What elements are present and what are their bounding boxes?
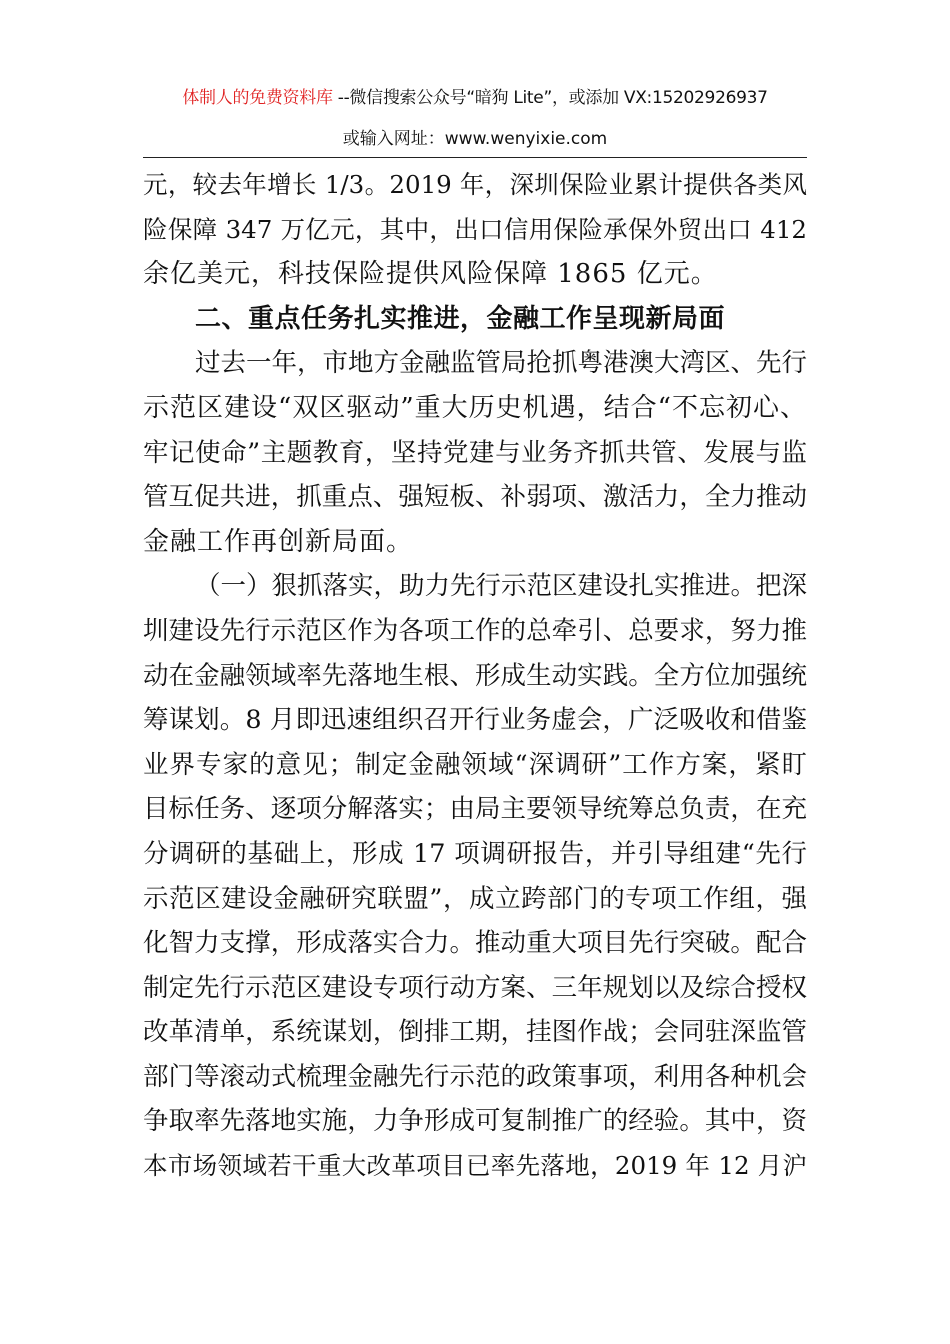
header-contact-text: --微信搜索公众号“暗狗 Lite”，或添加 VX:15202926937 bbox=[332, 88, 768, 108]
page-header bbox=[143, 84, 807, 152]
body-line: 部门等滚动式梳理金融先行示范的政策事项，利用各种机会 bbox=[143, 1061, 807, 1092]
body-line: 筹谋划。8 月即迅速组织召开行业务虚会，广泛吸收和借鉴 bbox=[143, 705, 807, 736]
body-line: 过去一年，市地方金融监管局抢抓粤港澳大湾区、先行 bbox=[195, 348, 808, 379]
body-line: 目标任务、逐项分解落实；由局主要领导统筹总负责，在充 bbox=[143, 794, 807, 825]
header-brand-text: 体制人的免费资料库 bbox=[182, 88, 333, 108]
body-line: 牢记使命”主题教育，坚持党建与业务齐抓共管、发展与监 bbox=[143, 437, 807, 468]
header-promo-line bbox=[143, 84, 807, 112]
body-line: 示范区建设金融研究联盟”，成立跨部门的专项工作组，强 bbox=[143, 883, 807, 914]
body-line: 余亿美元，科技保险提供风险保障 1865 亿元。 bbox=[143, 259, 718, 290]
body-line: 圳建设先行示范区作为各项工作的总牵引、总要求，努力推 bbox=[143, 615, 807, 646]
body-line: 争取率先落地实施，力争形成可复制推广的经验。其中，资 bbox=[143, 1106, 807, 1137]
body-line: 元，较去年增长 1/3。2019 年，深圳保险业累计提供各类风 bbox=[143, 170, 807, 199]
body-line: 改革清单，系统谋划，倒排工期，挂图作战；会同驻深监管 bbox=[143, 1017, 807, 1048]
body-line: 险保障 347 万亿元，其中，出口信用保险承保外贸出口 412 bbox=[143, 214, 807, 244]
body-line: 本市场领域若干重大改革项目已率先落地，2019 年 12 月沪 bbox=[143, 1151, 807, 1181]
body-line: 示范区建设“双区驱动”重大历史机遇，结合“不忘初心、 bbox=[143, 392, 807, 423]
body-line: 管互促共进，抓重点、强短板、补弱项、激活力，全力推动 bbox=[143, 482, 807, 513]
body-line: 金融工作再创新局面。 bbox=[143, 526, 414, 557]
body-line: 制定先行示范区建设专项行动方案、三年规划以及综合授权 bbox=[143, 972, 807, 1003]
body-line: 分调研的基础上，形成 17 项调研报告，并引导组建“先行 bbox=[143, 838, 807, 869]
header-website-line: 或输入网址：www.wenyixie.com bbox=[342, 129, 608, 149]
subsection-line: （一）狠抓落实，助力先行示范区建设扎实推进。把深 bbox=[195, 571, 808, 602]
body-line: 动在金融领域率先落地生根、形成生动实践。全方位加强统 bbox=[143, 660, 807, 691]
body-line: 化智力支撑，形成落实合力。推动重大项目先行突破。配合 bbox=[143, 928, 807, 959]
body-line: 业界专家的意见；制定金融领域“深调研”工作方案，紧盯 bbox=[143, 749, 807, 780]
header-divider bbox=[143, 157, 807, 158]
section-heading: 二、重点任务扎实推进，金融工作呈现新局面 bbox=[195, 303, 726, 334]
document-body bbox=[143, 163, 807, 1189]
